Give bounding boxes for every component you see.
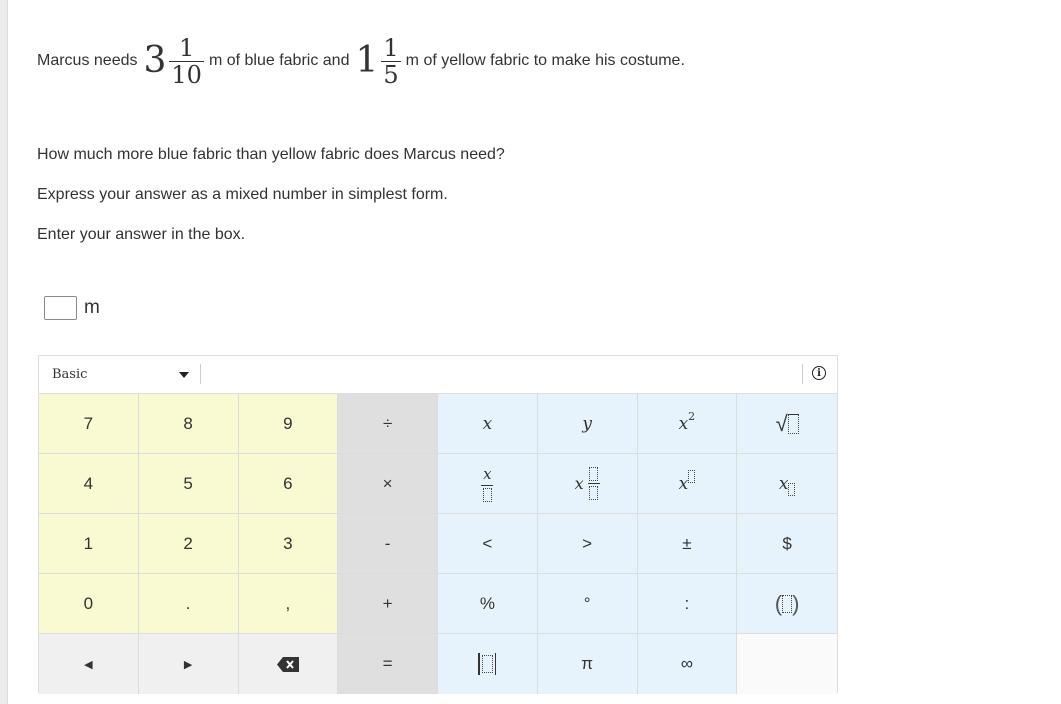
- arrow-right-icon: ▶: [183, 658, 193, 671]
- answer-unit: m: [84, 297, 100, 318]
- power-x: x: [678, 473, 689, 494]
- key-subscript[interactable]: [737, 454, 837, 514]
- problem-end: m of yellow fabric to make his costume.: [405, 52, 685, 69]
- sqrt-icon: √: [775, 410, 788, 436]
- key-decimal[interactable]: .: [139, 574, 239, 634]
- mode-label: Basic: [52, 367, 88, 382]
- answer-input[interactable]: [44, 296, 77, 320]
- key-sqrt[interactable]: [737, 394, 837, 454]
- key-cursor-left[interactable]: [39, 634, 139, 694]
- sqrt-slot-icon: [788, 414, 799, 434]
- instruction-text: Express your answer as a mixed number in simplest form.: [37, 186, 448, 203]
- abs-slot-icon: [482, 655, 493, 673]
- caret-down-icon[interactable]: [179, 372, 189, 378]
- keypad-grid: [39, 394, 837, 694]
- yellow-mixed-number: [355, 33, 400, 89]
- key-comma[interactable]: ,: [239, 574, 339, 634]
- blue-denominator: 10: [171, 60, 202, 89]
- key-power[interactable]: [638, 454, 738, 514]
- subscript-slot-icon: [788, 483, 795, 496]
- x-squared-base: x: [678, 413, 689, 434]
- yellow-denominator: 5: [383, 60, 399, 89]
- key-plus[interactable]: +: [338, 574, 438, 634]
- mixed-x: x: [574, 474, 584, 493]
- prompt-text: Enter your answer in the box.: [37, 226, 246, 243]
- key-3[interactable]: 3: [239, 514, 339, 574]
- fraction-bar: [481, 485, 493, 486]
- math-keypad: [38, 355, 838, 693]
- left-paren-icon: (: [774, 590, 783, 616]
- backspace-icon: [277, 657, 299, 672]
- key-cursor-right[interactable]: [139, 634, 239, 694]
- blue-whole: 3: [143, 40, 167, 81]
- key-times[interactable]: ×: [338, 454, 438, 514]
- mixed-bar: [588, 483, 600, 484]
- power-slot-icon: [688, 470, 695, 483]
- key-colon[interactable]: :: [638, 574, 738, 634]
- key-0[interactable]: 0: [39, 574, 139, 634]
- key-infinity[interactable]: ∞: [638, 634, 738, 694]
- x-squared-exponent: 2: [688, 410, 696, 423]
- key-absolute-value[interactable]: [438, 634, 538, 694]
- key-plus-minus[interactable]: ±: [638, 514, 738, 574]
- key-x-squared[interactable]: [638, 394, 738, 454]
- blue-numerator: 1: [179, 33, 195, 62]
- empty-key: [737, 634, 837, 694]
- yellow-fraction: [381, 33, 400, 89]
- key-2[interactable]: 2: [139, 514, 239, 574]
- problem-mid: m of blue fabric and: [208, 52, 350, 69]
- key-8[interactable]: 8: [139, 394, 239, 454]
- mixed-num-slot-icon: [589, 467, 598, 481]
- key-fraction[interactable]: [438, 454, 538, 514]
- key-9[interactable]: 9: [239, 394, 339, 454]
- keypad-header: [39, 356, 837, 394]
- key-y[interactable]: y: [538, 394, 638, 454]
- paren-slot-icon: [782, 595, 792, 613]
- header-divider-right: [802, 364, 803, 384]
- fraction-x: x: [483, 465, 492, 483]
- left-border: [0, 0, 8, 704]
- key-degree[interactable]: °: [538, 574, 638, 634]
- key-less-than[interactable]: <: [438, 514, 538, 574]
- key-4[interactable]: 4: [39, 454, 139, 514]
- abs-right-bar-icon: [495, 653, 497, 675]
- key-backspace[interactable]: [239, 634, 339, 694]
- key-percent[interactable]: %: [438, 574, 538, 634]
- key-greater-than[interactable]: >: [538, 514, 638, 574]
- answer-row: [44, 296, 100, 320]
- key-minus[interactable]: -: [338, 514, 438, 574]
- key-5[interactable]: 5: [139, 454, 239, 514]
- right-paren-icon: ): [792, 590, 800, 616]
- yellow-whole: 1: [355, 40, 379, 81]
- mixed-fraction-icon: [588, 467, 600, 500]
- abs-left-bar-icon: [478, 653, 480, 675]
- key-parentheses[interactable]: [737, 574, 837, 634]
- key-equals[interactable]: =: [338, 634, 438, 694]
- fraction-slot-icon: [483, 488, 492, 502]
- blue-fraction: [169, 33, 204, 89]
- problem-intro: Marcus needs: [37, 52, 138, 69]
- question-text: How much more blue fabric than yellow fabric does Marcus need?: [37, 146, 505, 163]
- subscript-x: x: [778, 473, 789, 494]
- mixed-den-slot-icon: [589, 486, 598, 500]
- key-dollar[interactable]: $: [737, 514, 837, 574]
- key-1[interactable]: 1: [39, 514, 139, 574]
- key-x[interactable]: x: [438, 394, 538, 454]
- yellow-numerator: 1: [383, 33, 399, 62]
- key-divide[interactable]: ÷: [338, 394, 438, 454]
- arrow-left-icon: ◀: [84, 658, 93, 671]
- key-7[interactable]: 7: [39, 394, 139, 454]
- header-divider: [200, 364, 201, 384]
- problem-text: [37, 30, 685, 92]
- key-pi[interactable]: π: [538, 634, 638, 694]
- info-icon[interactable]: i: [812, 366, 826, 380]
- key-6[interactable]: 6: [239, 454, 339, 514]
- key-mixed-number[interactable]: [538, 454, 638, 514]
- fraction-icon: [481, 465, 493, 502]
- blue-mixed-number: [143, 33, 204, 89]
